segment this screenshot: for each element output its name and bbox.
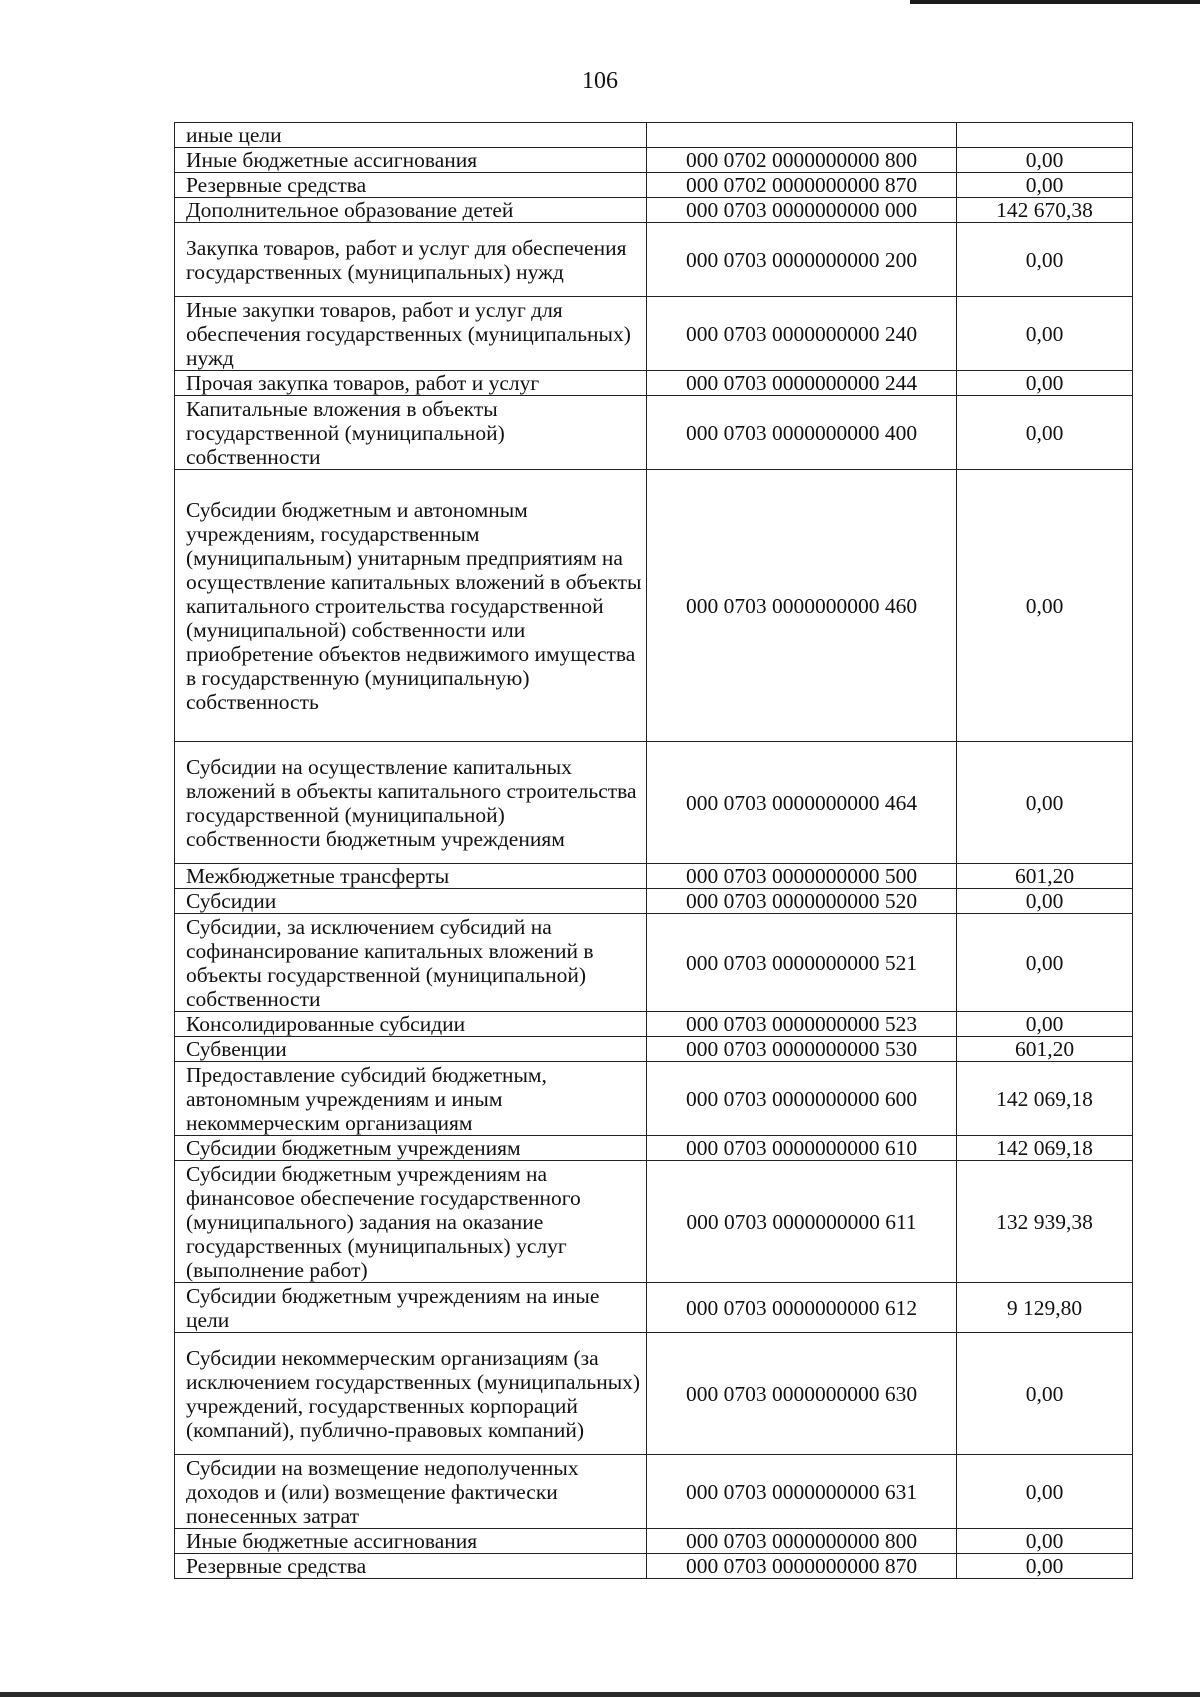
table-row	[175, 889, 1133, 914]
row-code-cell: 000 0703 0000000000 240	[647, 297, 957, 371]
row-code-cell	[647, 123, 957, 148]
table-row	[175, 1333, 1133, 1455]
row-amount-cell: 0,00	[957, 297, 1133, 371]
row-name-cell: Субсидии бюджетным учреждениям	[175, 1136, 647, 1161]
row-name-cell: Субсидии на осуществление капитальных вложений в объекты капитального строительства государственной (муниципальной) собственности бюджетным учреждениям	[175, 742, 647, 864]
row-amount-cell: 142 670,38	[957, 198, 1133, 223]
row-amount-cell: 0,00	[957, 223, 1133, 297]
row-amount-cell	[957, 123, 1133, 148]
row-amount-cell: 0,00	[957, 1554, 1133, 1579]
table-row	[175, 864, 1133, 889]
row-code-cell: 000 0703 0000000000 521	[647, 914, 957, 1012]
row-code-cell: 000 0703 0000000000 000	[647, 198, 957, 223]
row-amount-cell: 0,00	[957, 470, 1133, 742]
row-code-cell: 000 0703 0000000000 520	[647, 889, 957, 914]
row-name-cell: Консолидированные субсидии	[175, 1012, 647, 1037]
scan-edge-top	[910, 0, 1200, 4]
row-name-cell: Субвенции	[175, 1037, 647, 1062]
row-code-cell: 000 0703 0000000000 530	[647, 1037, 957, 1062]
row-code-cell: 000 0703 0000000000 464	[647, 742, 957, 864]
table-row	[175, 1529, 1133, 1554]
row-amount-cell: 0,00	[957, 1012, 1133, 1037]
table-row	[175, 297, 1133, 371]
row-name-cell: Субсидии некоммерческим организациям (за исключением государственных (муниципальных) учреждений, государственных корпораций (компаний), публично-правовых компаний)	[175, 1333, 647, 1455]
row-amount-cell: 142 069,18	[957, 1062, 1133, 1136]
row-code-cell: 000 0703 0000000000 870	[647, 1554, 957, 1579]
table-row	[175, 223, 1133, 297]
table-row	[175, 1161, 1133, 1283]
row-amount-cell: 0,00	[957, 148, 1133, 173]
row-name-cell: Иные закупки товаров, работ и услуг для обеспечения государственных (муниципальных) нужд	[175, 297, 647, 371]
table-row	[175, 1062, 1133, 1136]
table-row	[175, 148, 1133, 173]
row-amount-cell: 0,00	[957, 1333, 1133, 1455]
row-amount-cell: 0,00	[957, 1455, 1133, 1529]
row-name-cell: Субсидии бюджетным учреждениям на иные цели	[175, 1283, 647, 1333]
row-amount-cell: 9 129,80	[957, 1283, 1133, 1333]
row-name-cell: Межбюджетные трансферты	[175, 864, 647, 889]
row-name-cell: иные цели	[175, 123, 647, 148]
table-row	[175, 1455, 1133, 1529]
row-name-cell: Резервные средства	[175, 1554, 647, 1579]
row-name-cell: Субсидии бюджетным учреждениям на финансовое обеспечение государственного (муниципального) задания на оказание государственных (муниципальных) услуг (выполнение работ)	[175, 1161, 647, 1283]
row-amount-cell: 0,00	[957, 173, 1133, 198]
row-code-cell: 000 0703 0000000000 523	[647, 1012, 957, 1037]
row-amount-cell: 0,00	[957, 742, 1133, 864]
row-amount-cell: 0,00	[957, 914, 1133, 1012]
row-name-cell: Прочая закупка товаров, работ и услуг	[175, 371, 647, 396]
row-code-cell: 000 0702 0000000000 800	[647, 148, 957, 173]
row-amount-cell: 0,00	[957, 1529, 1133, 1554]
row-code-cell: 000 0703 0000000000 500	[647, 864, 957, 889]
table-row	[175, 1283, 1133, 1333]
row-name-cell: Закупка товаров, работ и услуг для обеспечения государственных (муниципальных) нужд	[175, 223, 647, 297]
row-code-cell: 000 0703 0000000000 460	[647, 470, 957, 742]
table-row	[175, 1037, 1133, 1062]
table-row	[175, 173, 1133, 198]
row-code-cell: 000 0703 0000000000 612	[647, 1283, 957, 1333]
row-amount-cell: 601,20	[957, 1037, 1133, 1062]
budget-table	[174, 122, 1133, 1579]
row-code-cell: 000 0703 0000000000 610	[647, 1136, 957, 1161]
row-code-cell: 000 0703 0000000000 611	[647, 1161, 957, 1283]
row-name-cell: Предоставление субсидий бюджетным, автономным учреждениям и иным некоммерческим организациям	[175, 1062, 647, 1136]
table-row	[175, 914, 1133, 1012]
table-row	[175, 742, 1133, 864]
row-name-cell: Субсидии, за исключением субсидий на софинансирование капитальных вложений в объекты государственной (муниципальной) собственности	[175, 914, 647, 1012]
row-name-cell: Иные бюджетные ассигнования	[175, 1529, 647, 1554]
row-code-cell: 000 0702 0000000000 870	[647, 173, 957, 198]
row-code-cell: 000 0703 0000000000 631	[647, 1455, 957, 1529]
row-name-cell: Иные бюджетные ассигнования	[175, 148, 647, 173]
row-code-cell: 000 0703 0000000000 200	[647, 223, 957, 297]
table-row	[175, 371, 1133, 396]
row-amount-cell: 0,00	[957, 889, 1133, 914]
row-amount-cell: 0,00	[957, 371, 1133, 396]
table-row	[175, 1012, 1133, 1037]
row-name-cell: Субсидии	[175, 889, 647, 914]
row-code-cell: 000 0703 0000000000 800	[647, 1529, 957, 1554]
row-code-cell: 000 0703 0000000000 400	[647, 396, 957, 470]
table-row	[175, 470, 1133, 742]
row-code-cell: 000 0703 0000000000 600	[647, 1062, 957, 1136]
table-row	[175, 198, 1133, 223]
table-row	[175, 1554, 1133, 1579]
page-number: 106	[582, 68, 618, 94]
row-code-cell: 000 0703 0000000000 244	[647, 371, 957, 396]
scan-edge-bottom	[0, 1692, 1200, 1697]
row-name-cell: Резервные средства	[175, 173, 647, 198]
row-name-cell: Субсидии бюджетным и автономным учреждениям, государственным (муниципальным) унитарным предприятиям на осуществление капитальных вложений в объекты капитального строительства государственной (муниципальной) собственности или приобретение объектов недвижимого имущества в государственную (муниципальную) собственность	[175, 470, 647, 742]
row-amount-cell: 0,00	[957, 396, 1133, 470]
row-name-cell: Дополнительное образование детей	[175, 198, 647, 223]
row-amount-cell: 132 939,38	[957, 1161, 1133, 1283]
table-row	[175, 1136, 1133, 1161]
row-name-cell: Капитальные вложения в объекты государственной (муниципальной) собственности	[175, 396, 647, 470]
table-row	[175, 396, 1133, 470]
row-name-cell: Субсидии на возмещение недополученных доходов и (или) возмещение фактически понесенных затрат	[175, 1455, 647, 1529]
row-amount-cell: 601,20	[957, 864, 1133, 889]
row-code-cell: 000 0703 0000000000 630	[647, 1333, 957, 1455]
table-row	[175, 123, 1133, 148]
row-amount-cell: 142 069,18	[957, 1136, 1133, 1161]
